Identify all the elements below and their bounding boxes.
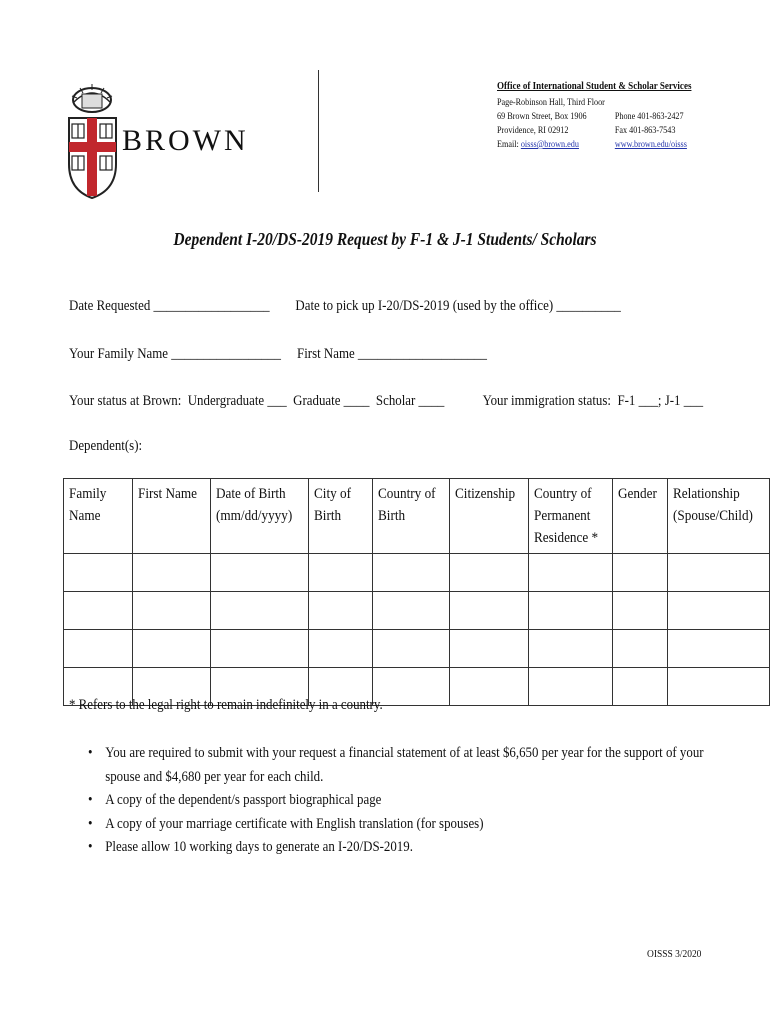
column-header-line: Country of <box>378 486 436 502</box>
column-header <box>308 479 373 554</box>
column-header-line: Citizenship <box>454 486 515 502</box>
brown-crest-icon <box>66 82 122 202</box>
date-requested-line[interactable]: Date Requested __________________ Date to pick up I-20/DS-2019 (used by the office) __________ <box>69 298 621 314</box>
form-code: OISSS 3/2020 <box>647 948 702 960</box>
requirement-item <box>88 789 724 813</box>
requirement-text: A copy of the dependent/s passport biographical page <box>105 792 382 808</box>
office-address-line: 69 Brown Street, Box 1906 <box>497 112 587 122</box>
table-cell[interactable] <box>64 554 133 592</box>
column-header-line: (Spouse/Child) <box>673 508 754 524</box>
column-header-line: First Name <box>137 486 197 502</box>
requirement-item <box>88 836 724 860</box>
office-address-line: Page-Robinson Hall, Third Floor <box>497 98 605 108</box>
table-cell[interactable] <box>668 554 770 592</box>
table-row <box>64 554 770 592</box>
bullet-icon: • <box>88 815 93 832</box>
table-cell[interactable] <box>612 554 667 592</box>
requirement-item <box>88 742 724 789</box>
column-header-line: Family <box>69 486 107 502</box>
website-link[interactable]: www.brown.edu/oisss <box>614 140 687 150</box>
status-line[interactable]: Your status at Brown: Undergraduate ___ Graduate ____ Scholar ____ Your immigration status: F-1 ___; J-1 ___ <box>69 393 704 409</box>
column-header-line: City of <box>313 486 351 502</box>
requirements-list <box>88 742 724 860</box>
table-cell[interactable] <box>449 554 528 592</box>
table-cell[interactable] <box>668 592 770 630</box>
office-contact-block <box>497 80 691 152</box>
name-line[interactable]: Your Family Name _________________ First Name ____________________ <box>69 346 487 362</box>
table-header-row <box>64 479 770 554</box>
table-cell[interactable] <box>612 592 667 630</box>
table-cell[interactable] <box>373 554 449 592</box>
dependents-table <box>63 478 770 706</box>
bullet-icon: • <box>88 792 93 808</box>
column-header-line: Date of Birth <box>215 486 286 502</box>
table-cell[interactable] <box>64 630 133 668</box>
table-cell[interactable] <box>612 668 667 706</box>
email-label: Email: <box>497 140 521 150</box>
column-header <box>64 479 133 554</box>
table-cell[interactable] <box>373 630 449 668</box>
table-cell[interactable] <box>64 592 133 630</box>
bullet-icon: • <box>88 745 93 761</box>
form-title: Dependent I-20/DS-2019 Request by F-1 & J-1 Students/ Scholars <box>173 229 597 249</box>
table-cell[interactable] <box>210 592 308 630</box>
column-header <box>373 479 449 554</box>
table-cell[interactable] <box>132 630 210 668</box>
column-header-line: Birth <box>313 508 341 524</box>
requirement-item <box>88 813 724 837</box>
requirement-text: Please allow 10 working days to generate an I-20/DS-2019. <box>105 839 413 855</box>
table-cell[interactable] <box>308 554 373 592</box>
brown-wordmark: BROWN <box>122 124 249 157</box>
column-header <box>612 479 667 554</box>
table-row <box>64 630 770 668</box>
table-cell[interactable] <box>132 592 210 630</box>
dependents-label: Dependent(s): <box>69 438 143 454</box>
table-cell[interactable] <box>529 668 613 706</box>
column-header-line: Name <box>69 508 101 524</box>
column-header <box>529 479 613 554</box>
residence-footnote: * Refers to the legal right to remain indefinitely in a country. <box>69 697 383 713</box>
table-row <box>64 592 770 630</box>
table-cell[interactable] <box>308 630 373 668</box>
column-header-line: (mm/dd/yyyy) <box>215 508 293 524</box>
email-link[interactable]: oisss@brown.edu <box>520 140 579 150</box>
column-header <box>210 479 308 554</box>
table-cell[interactable] <box>668 668 770 706</box>
table-cell[interactable] <box>612 630 667 668</box>
office-fax: Fax 401-863-7543 <box>614 126 676 136</box>
column-header <box>449 479 528 554</box>
table-cell[interactable] <box>529 630 613 668</box>
office-phone: Phone 401-863-2427 <box>614 112 684 122</box>
requirement-text: A copy of your marriage certificate with English translation (for spouses) <box>105 815 484 832</box>
column-header-line: Relationship <box>673 486 740 502</box>
table-cell[interactable] <box>449 592 528 630</box>
table-cell[interactable] <box>308 592 373 630</box>
table-cell[interactable] <box>529 592 613 630</box>
column-header <box>132 479 210 554</box>
requirement-text: You are required to submit with your request a financial statement of at least $6,650 per year for the support of your spouse and $4,680 per year for each child. <box>105 745 704 785</box>
table-cell[interactable] <box>210 630 308 668</box>
table-cell[interactable] <box>668 630 770 668</box>
column-header-line: Gender <box>617 486 657 502</box>
table-cell[interactable] <box>373 592 449 630</box>
header-divider <box>318 70 319 192</box>
table-cell[interactable] <box>373 668 449 706</box>
column-header <box>668 479 770 554</box>
office-address-line: Providence, RI 02912 <box>497 126 569 136</box>
table-cell[interactable] <box>132 554 210 592</box>
bullet-icon: • <box>88 839 93 855</box>
table-cell[interactable] <box>449 630 528 668</box>
table-cell[interactable] <box>529 554 613 592</box>
column-header-line: Permanent <box>534 508 591 524</box>
table-cell[interactable] <box>449 668 528 706</box>
column-header-line: Birth <box>378 508 406 524</box>
column-header-line: Residence * <box>534 530 599 546</box>
table-cell[interactable] <box>210 554 308 592</box>
column-header-line: Country of <box>534 486 592 502</box>
office-title: Office of International Student & Scholar Services <box>497 81 692 92</box>
